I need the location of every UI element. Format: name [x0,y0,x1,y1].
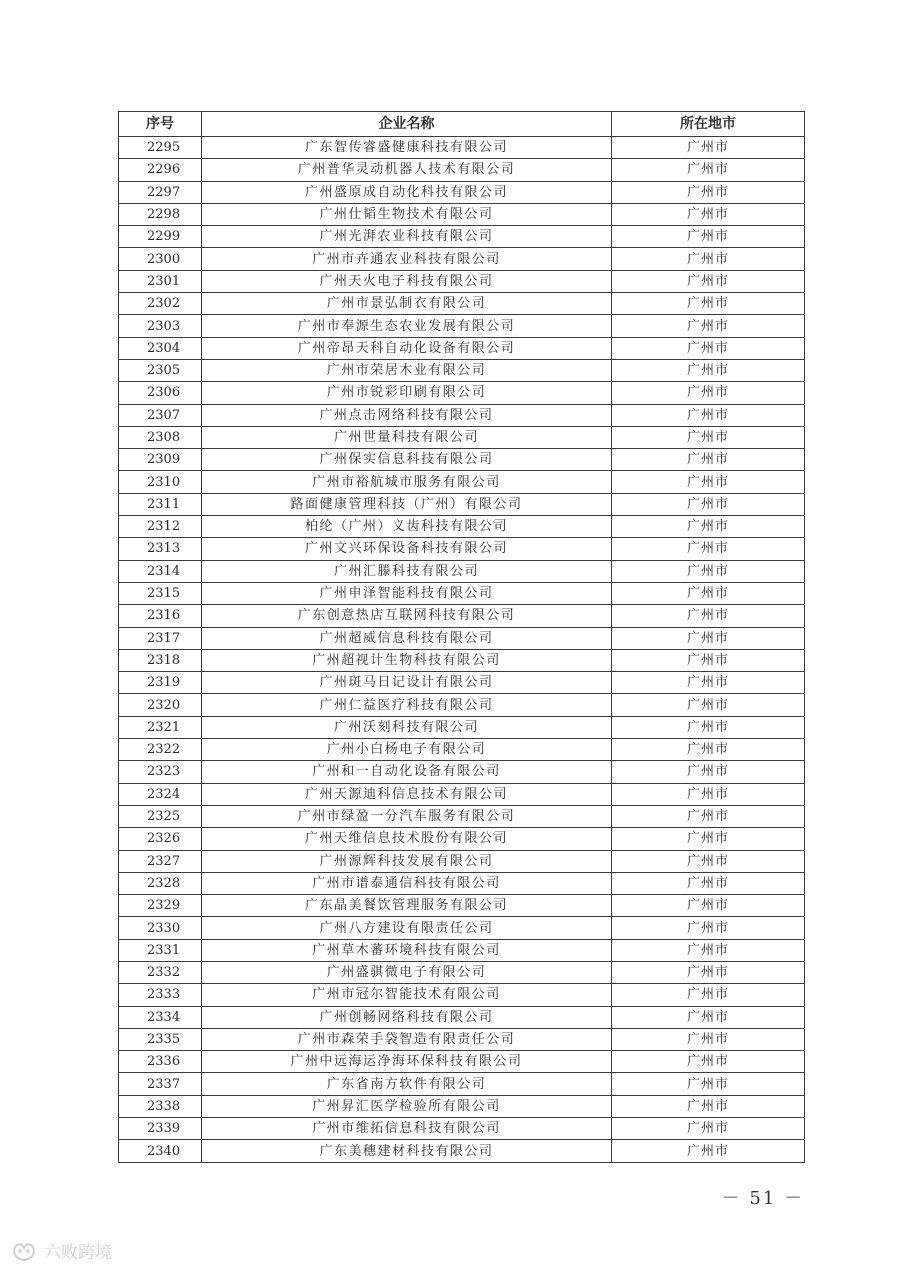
cell-serial-number: 2323 [119,761,202,783]
table-header [119,112,805,137]
cell-city: 广州市 [612,1140,805,1162]
watermark-logo-icon [10,1239,38,1263]
cell-city: 广州市 [612,493,805,515]
cell-serial-number: 2329 [119,895,202,917]
cell-company-name: 广州市奉源生态农业发展有限公司 [202,315,612,337]
cell-serial-number: 2319 [119,672,202,694]
table-row [119,1051,805,1073]
cell-city: 广州市 [612,605,805,627]
header-row [119,112,805,137]
cell-serial-number: 2299 [119,226,202,248]
cell-city: 广州市 [612,404,805,426]
enterprise-table [118,111,805,1163]
header-serial-number: 序号 [119,112,202,137]
cell-serial-number: 2295 [119,137,202,159]
table-row [119,203,805,225]
cell-company-name: 广州中远海运净海环保科技有限公司 [202,1051,612,1073]
cell-company-name: 广州市锐彩印刷有限公司 [202,382,612,404]
cell-serial-number: 2296 [119,159,202,181]
cell-serial-number: 2332 [119,961,202,983]
cell-city: 广州市 [612,426,805,448]
cell-company-name: 广州和一自动化设备有限公司 [202,761,612,783]
cell-city: 广州市 [612,449,805,471]
table-row [119,404,805,426]
cell-city: 广州市 [612,1006,805,1028]
cell-city: 广州市 [612,337,805,359]
cell-city: 广州市 [612,694,805,716]
cell-serial-number: 2307 [119,404,202,426]
cell-company-name: 广州光湃农业科技有限公司 [202,226,612,248]
cell-serial-number: 2309 [119,449,202,471]
cell-company-name: 广州市冠尔智能技术有限公司 [202,984,612,1006]
cell-company-name: 广州世量科技有限公司 [202,426,612,448]
table-row [119,1073,805,1095]
cell-city: 广州市 [612,248,805,270]
table-row [119,582,805,604]
table-row [119,761,805,783]
cell-company-name: 柏纶（广州）义齿科技有限公司 [202,516,612,538]
cell-company-name: 广东省南方软件有限公司 [202,1073,612,1095]
cell-company-name: 广州仁益医疗科技有限公司 [202,694,612,716]
header-company-name: 企业名称 [202,112,612,137]
cell-serial-number: 2333 [119,984,202,1006]
cell-serial-number: 2335 [119,1028,202,1050]
cell-company-name: 广州市绿盈一分汽车服务有限公司 [202,805,612,827]
cell-city: 广州市 [612,850,805,872]
cell-company-name: 广州市谱泰通信科技有限公司 [202,872,612,894]
cell-serial-number: 2308 [119,426,202,448]
cell-city: 广州市 [612,805,805,827]
cell-serial-number: 2317 [119,627,202,649]
cell-city: 广州市 [612,627,805,649]
table-row [119,471,805,493]
cell-city: 广州市 [612,961,805,983]
cell-company-name: 广州市森荣手袋智造有限责任公司 [202,1028,612,1050]
table-row [119,337,805,359]
table-row [119,516,805,538]
table-row [119,538,805,560]
table-row [119,560,805,582]
cell-serial-number: 2331 [119,939,202,961]
cell-serial-number: 2322 [119,739,202,761]
cell-city: 广州市 [612,1095,805,1117]
cell-serial-number: 2318 [119,649,202,671]
cell-company-name: 广东美穗建材科技有限公司 [202,1140,612,1162]
table-row [119,1028,805,1050]
table-row [119,783,805,805]
cell-serial-number: 2305 [119,359,202,381]
cell-company-name: 广州市荣居木业有限公司 [202,359,612,381]
cell-city: 广州市 [612,471,805,493]
cell-company-name: 广州草木蕃环境科技有限公司 [202,939,612,961]
cell-city: 广州市 [612,226,805,248]
cell-company-name: 广州天火电子科技有限公司 [202,270,612,292]
cell-city: 广州市 [612,828,805,850]
cell-company-name: 广州市卉通农业科技有限公司 [202,248,612,270]
table-row [119,1140,805,1162]
cell-serial-number: 2334 [119,1006,202,1028]
table-row [119,137,805,159]
cell-city: 广州市 [612,137,805,159]
cell-company-name: 广州天维信息技术股份有限公司 [202,828,612,850]
cell-city: 广州市 [612,1118,805,1140]
table-row [119,739,805,761]
table-row [119,917,805,939]
cell-serial-number: 2302 [119,293,202,315]
cell-company-name: 广州超视计生物科技有限公司 [202,649,612,671]
cell-serial-number: 2328 [119,872,202,894]
cell-city: 广州市 [612,984,805,1006]
table-row [119,1118,805,1140]
table-row [119,159,805,181]
cell-company-name: 广州仕韬生物技术有限公司 [202,203,612,225]
table-row [119,426,805,448]
table-row [119,1095,805,1117]
cell-city: 广州市 [612,1073,805,1095]
cell-company-name: 广东智传睿盛健康科技有限公司 [202,137,612,159]
cell-city: 广州市 [612,716,805,738]
cell-city: 广州市 [612,917,805,939]
cell-serial-number: 2304 [119,337,202,359]
table-row [119,828,805,850]
table-row [119,694,805,716]
cell-city: 广州市 [612,649,805,671]
cell-serial-number: 2314 [119,560,202,582]
cell-company-name: 广州斑马日记设计有限公司 [202,672,612,694]
table-body [119,137,805,1163]
cell-company-name: 广州小白杨电子有限公司 [202,739,612,761]
cell-city: 广州市 [612,783,805,805]
cell-company-name: 广州市维拓信息科技有限公司 [202,1118,612,1140]
cell-company-name: 广州八方建设有限责任公司 [202,917,612,939]
table-row [119,984,805,1006]
cell-serial-number: 2303 [119,315,202,337]
cell-serial-number: 2337 [119,1073,202,1095]
cell-serial-number: 2298 [119,203,202,225]
cell-serial-number: 2325 [119,805,202,827]
cell-company-name: 广州汇滕科技有限公司 [202,560,612,582]
cell-serial-number: 2315 [119,582,202,604]
table-row [119,382,805,404]
table-row [119,248,805,270]
cell-serial-number: 2321 [119,716,202,738]
cell-serial-number: 2340 [119,1140,202,1162]
table-row [119,649,805,671]
cell-serial-number: 2330 [119,917,202,939]
table-row [119,1006,805,1028]
cell-company-name: 广东晶美餐饮管理服务有限公司 [202,895,612,917]
table-row [119,872,805,894]
cell-city: 广州市 [612,939,805,961]
table-row [119,672,805,694]
table-row [119,181,805,203]
cell-company-name: 广州市景弘制衣有限公司 [202,293,612,315]
cell-serial-number: 2301 [119,270,202,292]
page-number: － 51 － [721,1188,804,1209]
cell-serial-number: 2313 [119,538,202,560]
cell-serial-number: 2312 [119,516,202,538]
table-row [119,226,805,248]
cell-city: 广州市 [612,739,805,761]
watermark [10,1238,112,1263]
cell-city: 广州市 [612,560,805,582]
table-row [119,805,805,827]
cell-serial-number: 2297 [119,181,202,203]
cell-company-name: 广州创畅网络科技有限公司 [202,1006,612,1028]
cell-city: 广州市 [612,672,805,694]
cell-company-name: 广州点击网络科技有限公司 [202,404,612,426]
cell-city: 广州市 [612,1051,805,1073]
cell-city: 广州市 [612,872,805,894]
cell-city: 广州市 [612,203,805,225]
table-row [119,605,805,627]
watermark-text: 六败跨境 [44,1243,112,1263]
cell-city: 广州市 [612,382,805,404]
cell-company-name: 广州超威信息科技有限公司 [202,627,612,649]
cell-city: 广州市 [612,159,805,181]
table-row [119,315,805,337]
table-row [119,961,805,983]
cell-serial-number: 2311 [119,493,202,515]
cell-city: 广州市 [612,270,805,292]
cell-city: 广州市 [612,359,805,381]
table-row [119,293,805,315]
table-row [119,493,805,515]
cell-serial-number: 2339 [119,1118,202,1140]
table-row [119,359,805,381]
cell-city: 广州市 [612,761,805,783]
cell-company-name: 广州盛原成自动化科技有限公司 [202,181,612,203]
cell-company-name: 广州文兴环保设备科技有限公司 [202,538,612,560]
cell-company-name: 广州沃刻科技有限公司 [202,716,612,738]
cell-serial-number: 2306 [119,382,202,404]
cell-serial-number: 2327 [119,850,202,872]
table-row [119,716,805,738]
cell-company-name: 广州申泽智能科技有限公司 [202,582,612,604]
cell-company-name: 广州源辉科技发展有限公司 [202,850,612,872]
cell-serial-number: 2316 [119,605,202,627]
cell-company-name: 广州天源迪科信息技术有限公司 [202,783,612,805]
cell-city: 广州市 [612,181,805,203]
cell-city: 广州市 [612,538,805,560]
table-row [119,895,805,917]
cell-city: 广州市 [612,293,805,315]
cell-company-name: 广州昇汇医学检验所有限公司 [202,1095,612,1117]
cell-company-name: 广州帝昂天科自动化设备有限公司 [202,337,612,359]
cell-city: 广州市 [612,516,805,538]
cell-serial-number: 2300 [119,248,202,270]
cell-serial-number: 2324 [119,783,202,805]
cell-serial-number: 2310 [119,471,202,493]
table-row [119,939,805,961]
cell-company-name: 广州市裕航城市服务有限公司 [202,471,612,493]
table-row [119,270,805,292]
table-row [119,627,805,649]
cell-city: 广州市 [612,582,805,604]
cell-city: 广州市 [612,895,805,917]
cell-city: 广州市 [612,1028,805,1050]
cell-company-name: 广州保实信息科技有限公司 [202,449,612,471]
cell-company-name: 广州普华灵动机器人技术有限公司 [202,159,612,181]
cell-serial-number: 2326 [119,828,202,850]
enterprise-table-container [118,111,804,1163]
cell-company-name: 路面健康管理科技（广州）有限公司 [202,493,612,515]
cell-serial-number: 2320 [119,694,202,716]
cell-serial-number: 2338 [119,1095,202,1117]
cell-company-name: 广州盛骐微电子有限公司 [202,961,612,983]
cell-company-name: 广东创意热店互联网科技有限公司 [202,605,612,627]
table-row [119,850,805,872]
table-row [119,449,805,471]
header-city: 所在地市 [612,112,805,137]
cell-city: 广州市 [612,315,805,337]
cell-serial-number: 2336 [119,1051,202,1073]
